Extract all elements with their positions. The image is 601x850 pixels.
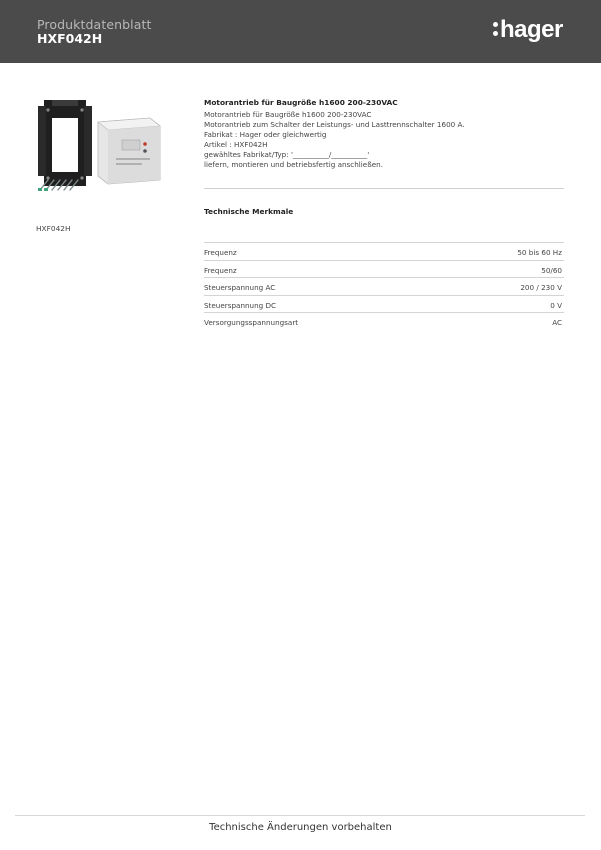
product-number-title: HXF042H xyxy=(37,31,103,46)
spec-value: 200 / 230 V xyxy=(520,283,562,293)
description-line: Motorantrieb für Baugröße h1600 200-230VAC xyxy=(204,110,372,119)
spec-value: 0 V xyxy=(550,300,562,310)
description-line: gewähltes Fabrikat/Typ: '__________/__________' xyxy=(204,149,370,159)
logo-wordmark: hager xyxy=(500,16,563,43)
description-line: liefern, montieren und betriebsfertig anschließen. xyxy=(204,159,383,169)
description-text xyxy=(204,110,564,169)
spec-value: 50 bis 60 Hz xyxy=(517,248,562,257)
spec-label: Steuerspannung AC xyxy=(204,283,276,293)
spec-label: Frequenz xyxy=(204,265,237,275)
spec-value: AC xyxy=(552,318,562,328)
spec-row xyxy=(204,260,564,278)
spec-value: 50/60 xyxy=(541,265,562,275)
product-heading: Motorantrieb für Baugröße h1600 200-230VAC xyxy=(204,98,398,107)
document-type-label: Produktdatenblatt xyxy=(37,17,152,32)
spec-row xyxy=(204,242,564,260)
mounting-frame-shape xyxy=(44,100,86,186)
footer-divider xyxy=(15,815,585,816)
frame-bracket-right-shape xyxy=(84,106,92,176)
frame-bracket-shape xyxy=(38,106,46,176)
page-header xyxy=(0,0,601,63)
product-image-caption: HXF042H xyxy=(36,224,71,233)
spec-label: Frequenz xyxy=(204,248,237,257)
logo-colon-icon xyxy=(493,19,499,39)
description-line: Fabrikat : Hager oder gleichwertig xyxy=(204,129,327,139)
product-description-block xyxy=(204,96,564,169)
spec-row xyxy=(204,277,564,295)
technical-features-heading: Technische Merkmale xyxy=(204,207,294,216)
hager-logo xyxy=(493,14,563,46)
spec-row xyxy=(204,295,564,313)
section-divider xyxy=(204,188,564,189)
spec-row xyxy=(204,312,564,330)
description-line: Artikel : HXF042H xyxy=(204,139,268,149)
spec-label: Versorgungsspannungsart xyxy=(204,318,299,328)
description-line: Motorantrieb zum Schalter der Leistungs- und Lasttrennschalter 1600 A. xyxy=(204,119,465,129)
footer-disclaimer: Technische Änderungen vorbehalten xyxy=(209,822,392,833)
spec-label: Steuerspannung DC xyxy=(204,300,277,310)
motor-operator-product-image xyxy=(36,96,166,192)
spec-table xyxy=(204,242,564,330)
